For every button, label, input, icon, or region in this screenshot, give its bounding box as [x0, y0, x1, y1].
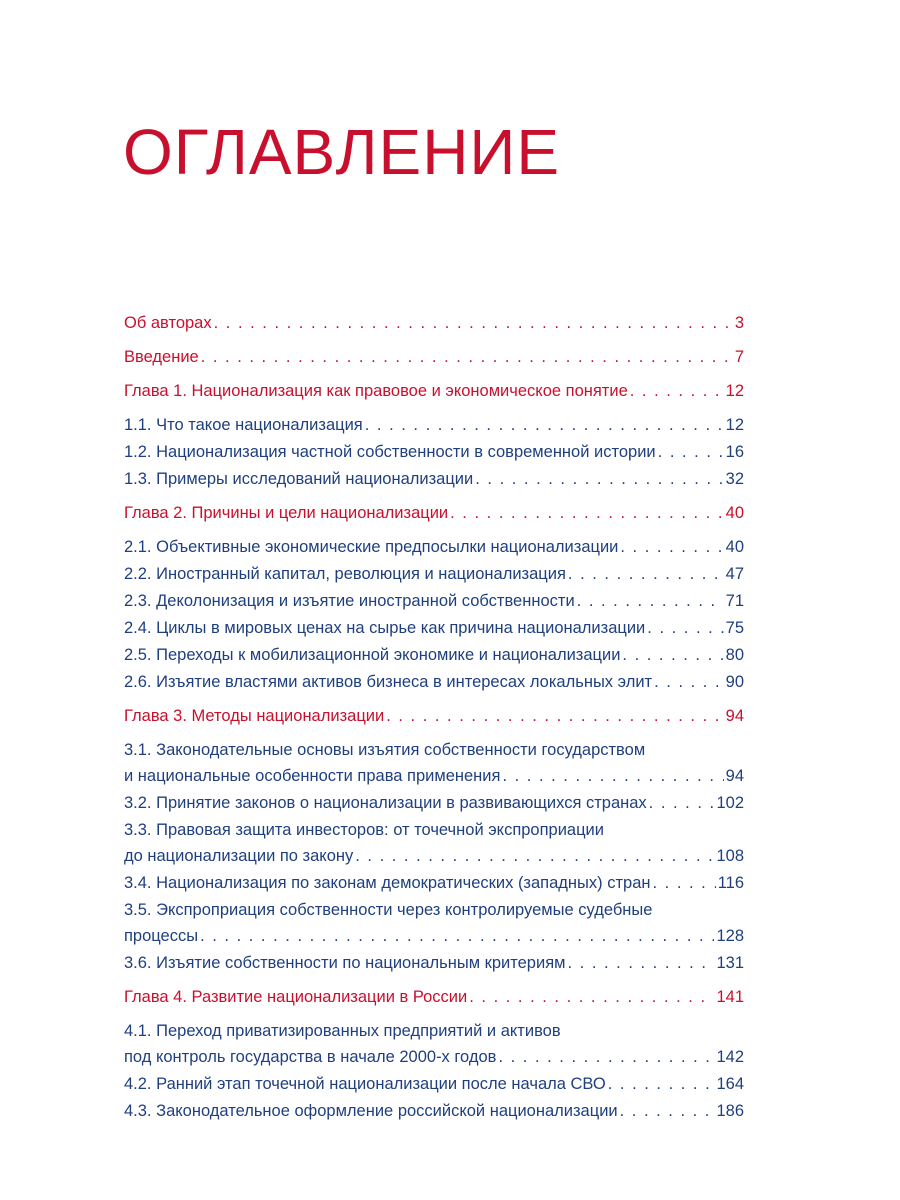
toc-entry-label: 2.4. Циклы в мировых ценах на сырье как причина национализации	[124, 619, 646, 637]
toc-entry[interactable]	[124, 439, 744, 465]
toc-entry[interactable]	[124, 790, 744, 816]
toc-page-number: 71	[725, 592, 744, 610]
toc-entry-title-line: 3.1. Законодательные основы изъятия собственности государством	[124, 741, 646, 759]
dot-leader	[469, 984, 714, 1010]
dot-leader	[386, 703, 723, 729]
toc-page-number: 116	[717, 874, 744, 892]
toc-page-number: 164	[716, 1075, 744, 1093]
toc-entry-label: 2.5. Переходы к мобилизационной экономике и национализации	[124, 646, 621, 664]
toc-page-number: 16	[725, 443, 744, 461]
toc-entry-label: под контроль государства в начале 2000-х годов	[124, 1048, 497, 1066]
page-title: ОГЛАВЛЕНИЕ	[123, 116, 561, 188]
dot-leader	[620, 534, 723, 560]
table-of-contents	[124, 310, 744, 1124]
toc-page-number: 75	[725, 619, 744, 637]
dot-leader	[498, 1044, 714, 1070]
toc-page-number: 32	[725, 470, 744, 488]
toc-chapter[interactable]	[124, 984, 744, 1010]
toc-entry-label: и национальные особенности права применения	[124, 767, 501, 785]
toc-page-number: 12	[725, 382, 744, 400]
dot-leader	[450, 500, 724, 526]
toc-entry[interactable]	[124, 1018, 744, 1070]
toc-page-number: 47	[725, 565, 744, 583]
toc-entry-label: Введение	[124, 348, 199, 366]
toc-entry-label: 1.1. Что такое национализация	[124, 416, 363, 434]
toc-entry[interactable]	[124, 817, 744, 869]
toc-entry-label: Глава 1. Национализация как правовое и экономическое понятие	[124, 382, 628, 400]
toc-entry[interactable]	[124, 534, 744, 560]
toc-entry-label: 4.3. Законодательное оформление российской национализации	[124, 1102, 618, 1120]
toc-page-number: 142	[716, 1048, 744, 1066]
toc-entry[interactable]	[124, 344, 744, 370]
toc-entry[interactable]	[124, 412, 744, 438]
toc-entry[interactable]	[124, 870, 744, 896]
toc-entry-label: 2.1. Объективные экономические предпосылки национализации	[124, 538, 619, 556]
toc-entry[interactable]	[124, 588, 744, 614]
toc-entry[interactable]	[124, 950, 744, 976]
toc-entry[interactable]	[124, 615, 744, 641]
toc-entry-label: Глава 4. Развитие национализации в России	[124, 988, 468, 1006]
dot-leader	[647, 615, 723, 641]
dot-leader	[653, 870, 716, 896]
dot-leader	[365, 412, 724, 438]
toc-entry-label: 1.2. Национализация частной собственности в современной истории	[124, 443, 656, 461]
toc-entry[interactable]	[124, 310, 744, 336]
toc-entry-label: 3.6. Изъятие собственности по национальным критериям	[124, 954, 566, 972]
toc-chapter[interactable]	[124, 703, 744, 729]
toc-chapter[interactable]	[124, 378, 744, 404]
dot-leader	[214, 310, 733, 336]
toc-page-number: 12	[725, 416, 744, 434]
toc-entry-label: 2.3. Деколонизация и изъятие иностранной собственности	[124, 592, 575, 610]
toc-entry-label: 3.2. Принятие законов о национализации в развивающихся странах	[124, 794, 647, 812]
dot-leader	[658, 439, 724, 465]
toc-entry[interactable]	[124, 897, 744, 949]
toc-entry[interactable]	[124, 642, 744, 668]
toc-page-number: 3	[734, 314, 744, 332]
toc-page-number: 7	[734, 348, 744, 366]
toc-entry[interactable]	[124, 737, 744, 789]
toc-entry[interactable]	[124, 1071, 744, 1097]
toc-entry-label: Глава 2. Причины и цели национализации	[124, 504, 449, 522]
toc-entry-label: 3.4. Национализация по законам демократических (западных) стран	[124, 874, 651, 892]
toc-entry[interactable]	[124, 466, 744, 492]
dot-leader	[568, 561, 724, 587]
toc-page-number: 40	[725, 504, 744, 522]
toc-page-number: 40	[725, 538, 744, 556]
toc-entry-label: 4.2. Ранний этап точечной национализации после начала СВО	[124, 1075, 606, 1093]
dot-leader	[502, 763, 723, 789]
toc-entry-label: 2.6. Изъятие властями активов бизнеса в интересах локальных элит	[124, 673, 653, 691]
toc-page-number: 94	[725, 707, 744, 725]
toc-chapter[interactable]	[124, 500, 744, 526]
toc-page-number: 94	[725, 767, 744, 785]
dot-leader	[630, 378, 724, 404]
dot-leader	[620, 1098, 715, 1124]
dot-leader	[649, 790, 715, 816]
toc-page-number: 131	[716, 954, 744, 972]
toc-entry-label: до национализации по закону	[124, 847, 354, 865]
toc-page-number: 90	[725, 673, 744, 691]
dot-leader	[622, 642, 723, 668]
toc-entry-title-line: 3.3. Правовая защита инвесторов: от точечной экспроприации	[124, 821, 604, 839]
dot-leader	[608, 1071, 715, 1097]
toc-page-number: 80	[725, 646, 744, 664]
dot-leader	[475, 466, 723, 492]
toc-entry[interactable]	[124, 561, 744, 587]
toc-entry-label: Об авторах	[124, 314, 212, 332]
toc-page-number: 186	[716, 1102, 744, 1120]
toc-entry-title-line: 4.1. Переход приватизированных предприятий и активов	[124, 1022, 561, 1040]
toc-entry-title-line: 3.5. Экспроприация собственности через контролируемые судебные	[124, 901, 653, 919]
dot-leader	[200, 923, 714, 949]
toc-entry-label: 2.2. Иностранный капитал, революция и национализация	[124, 565, 566, 583]
toc-page-number: 141	[716, 988, 744, 1006]
toc-entry[interactable]	[124, 1098, 744, 1124]
dot-leader	[654, 669, 724, 695]
toc-page-number: 102	[716, 794, 744, 812]
toc-page-number: 108	[716, 847, 744, 865]
toc-entry-label: процессы	[124, 927, 199, 945]
dot-leader	[567, 950, 714, 976]
toc-entry[interactable]	[124, 669, 744, 695]
dot-leader	[201, 344, 733, 370]
toc-entry-label: Глава 3. Методы национализации	[124, 707, 385, 725]
toc-entry-label: 1.3. Примеры исследований национализации	[124, 470, 474, 488]
toc-page-number: 128	[716, 927, 744, 945]
dot-leader	[355, 843, 714, 869]
dot-leader	[577, 588, 724, 614]
